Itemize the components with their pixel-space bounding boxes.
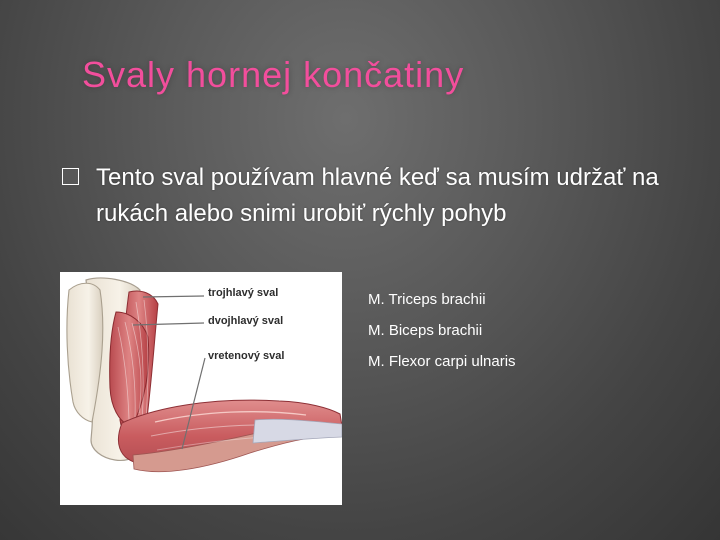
muscle-illustration bbox=[60, 272, 342, 505]
slide-title: Svaly hornej končatiny bbox=[82, 54, 465, 95]
muscle-list bbox=[368, 284, 688, 377]
arm-muscles-drawing bbox=[60, 272, 342, 505]
flexor-label: vretenový sval bbox=[208, 350, 285, 362]
bullet-item bbox=[62, 160, 682, 232]
muscle-item-flexor: M. Flexor carpi ulnaris bbox=[368, 353, 516, 370]
biceps-label: dvojhlavý sval bbox=[208, 315, 284, 327]
bullet-text: Tento sval používam hlavné keď sa musím udržať na rukách alebo snimi urobiť rýchly pohyb bbox=[96, 164, 659, 227]
square-bullet-icon bbox=[62, 168, 79, 185]
triceps-label: trojhlavý sval bbox=[208, 287, 279, 299]
muscle-item-triceps: M. Triceps brachii bbox=[368, 291, 486, 308]
muscle-item-biceps: M. Biceps brachii bbox=[368, 322, 483, 339]
